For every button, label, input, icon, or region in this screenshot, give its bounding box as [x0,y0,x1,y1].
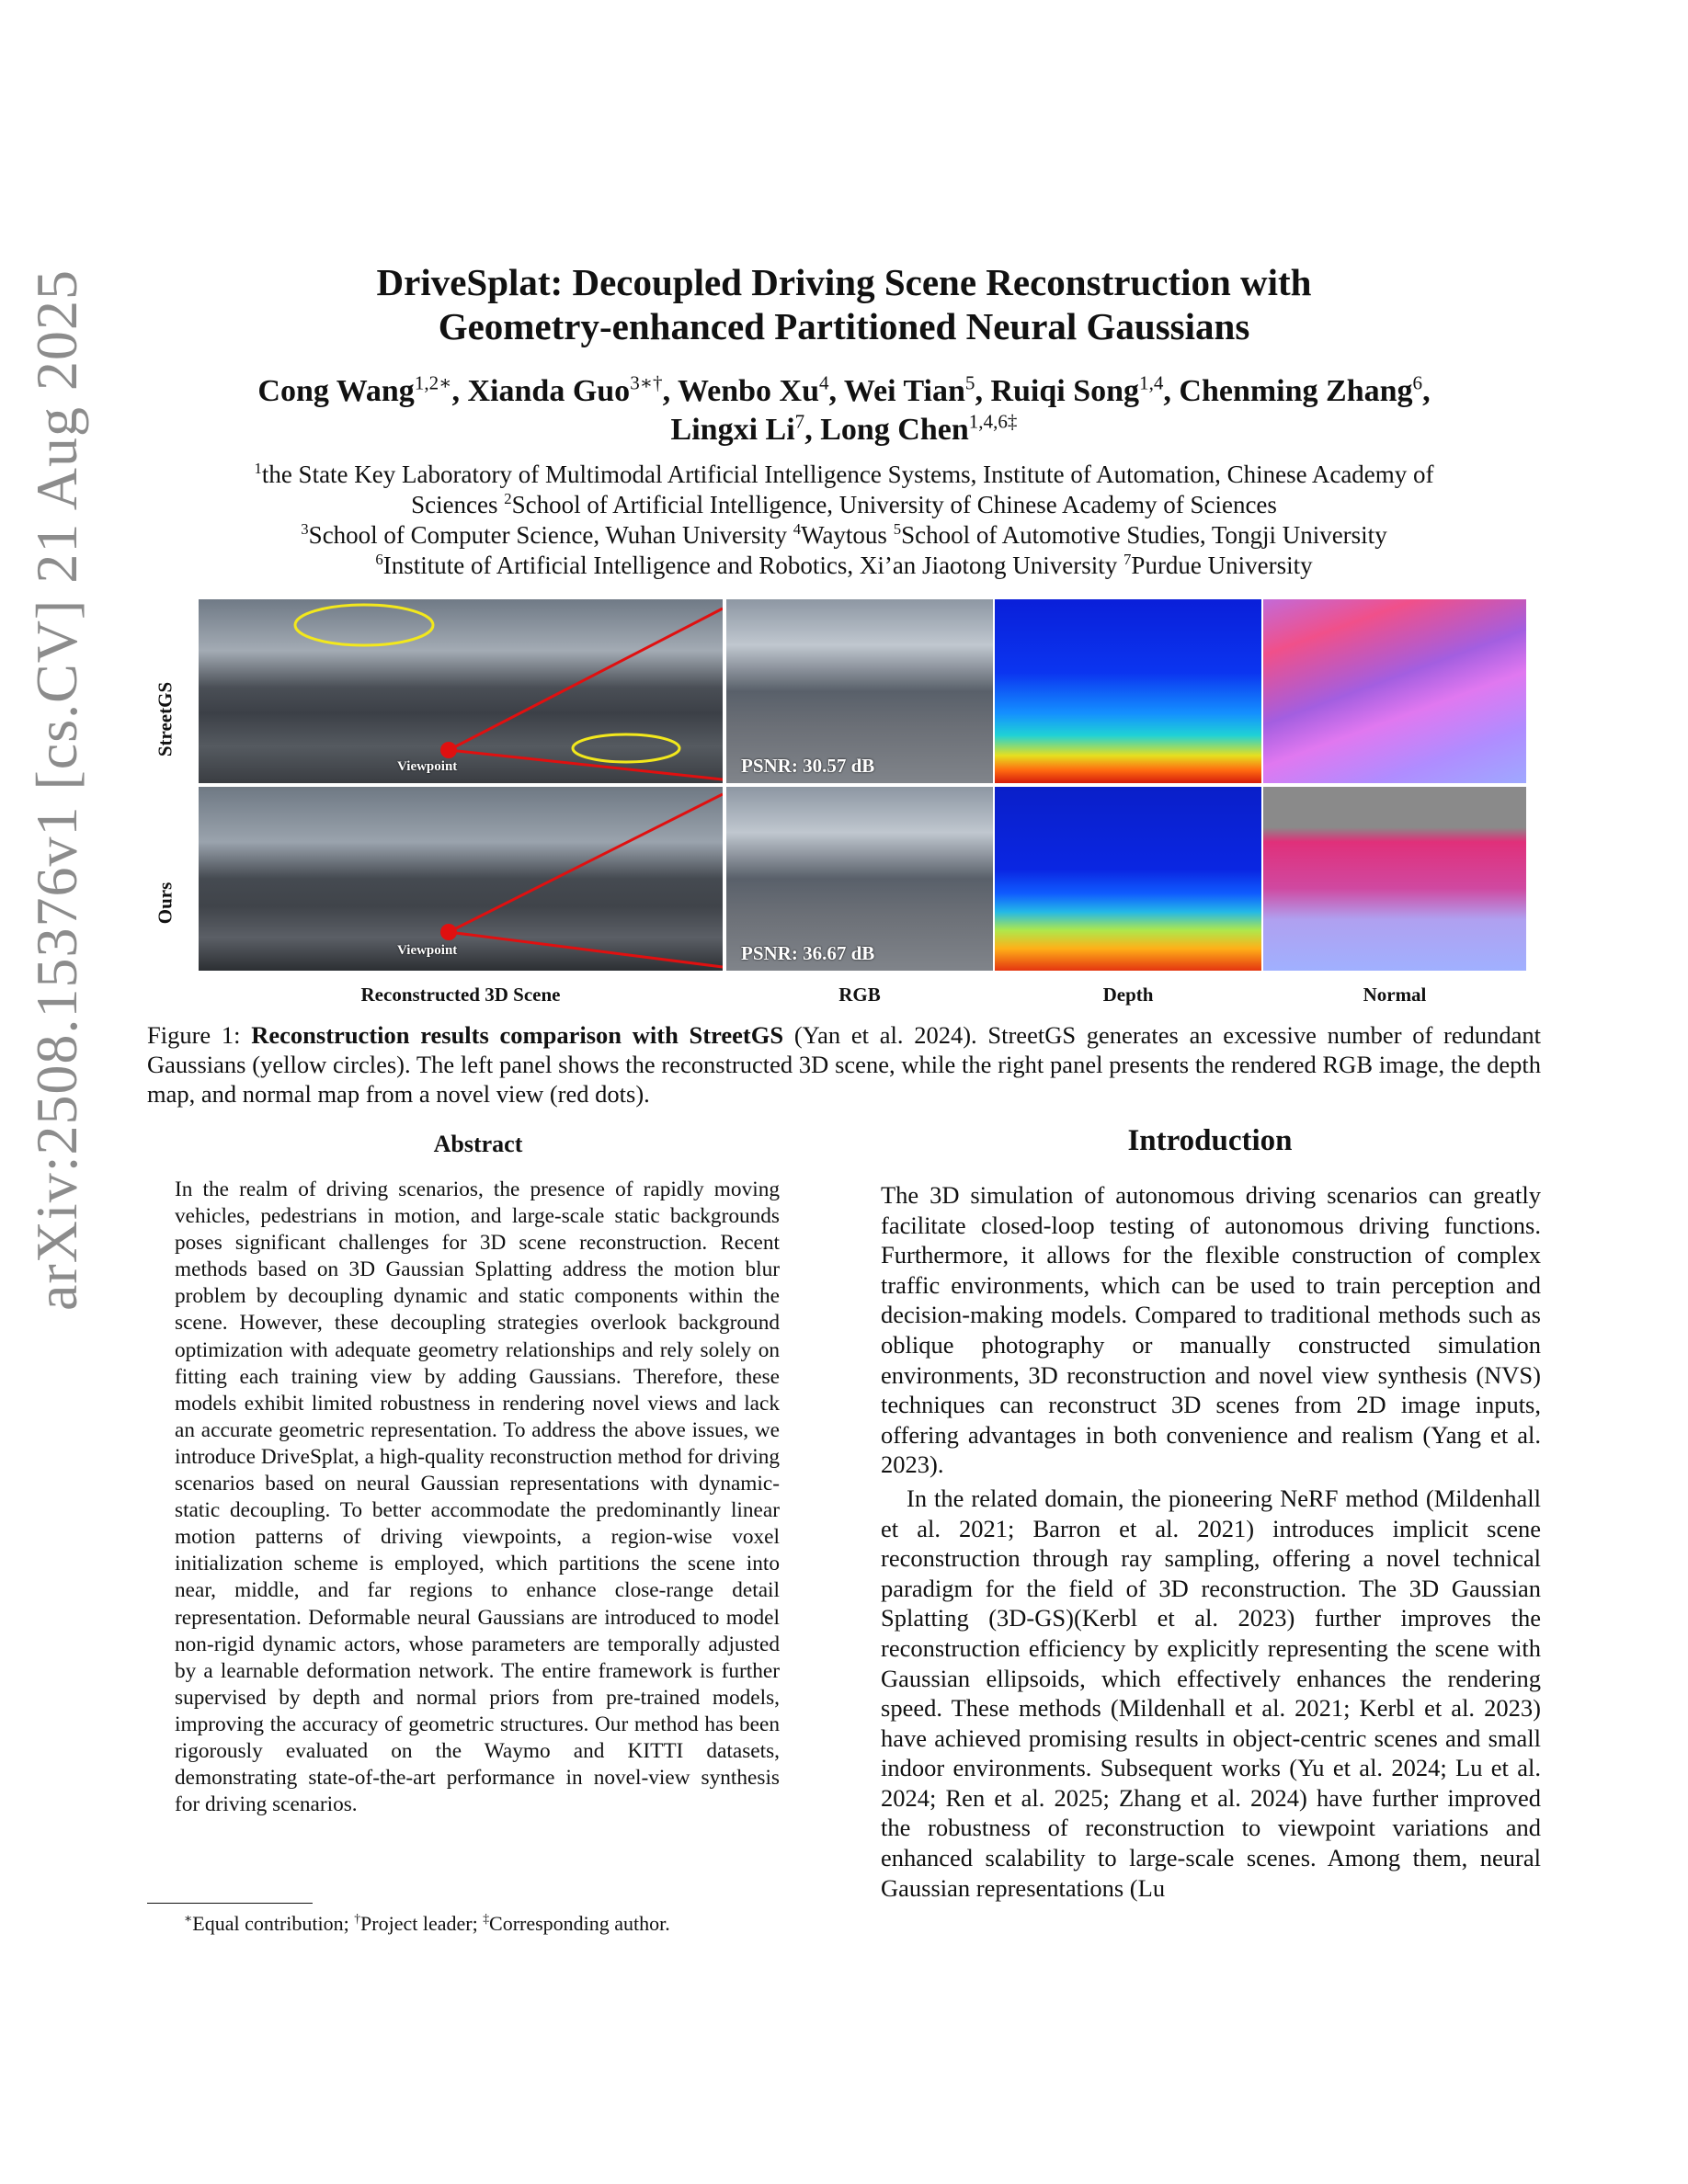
affiliation-5: School of Automotive Studies, Tongji University [901,521,1387,549]
column-label-normal: Normal [1363,984,1427,1006]
footnote-mark: ‡ [483,1911,490,1926]
view-frustum-line [449,932,723,967]
column-label-rgb: RGB [838,984,881,1006]
streetgs-3d-scene-image [199,599,723,783]
streetgs-depth-image [995,599,1261,783]
figure-1 [147,599,1526,1013]
affiliation-7: Purdue University [1131,552,1313,579]
author-affiliation-mark: 1,4 [1139,371,1164,394]
psnr-streetgs: PSNR: 30.57 dB [741,755,875,777]
footnote-text: Project leader; [360,1912,484,1935]
footnote [184,1912,781,1936]
affiliation-mark: 5 [893,520,902,538]
author-affiliation-mark: 1,4,6‡ [968,410,1018,433]
footnote-mark: ∗ [184,1911,193,1926]
paper-title [184,260,1504,348]
caption-text: (Yan et al. 2024). StreetGS generates an excessive number of redundant Gaussians (yellow circles). The left panel shows the reconstructed 3D scene, while the right panel presents the rendered RGB image, the depth map, and normal map from a novel view (red dots). [147,1021,1541,1108]
viewpoint-label: Viewpoint [397,759,458,774]
viewpoint-dot [440,924,457,940]
redundant-gaussians-circle [295,605,433,645]
streetgs-scene-overlay [199,599,723,783]
author-list: Cong Wang$^{1,2∗}$, Xianda Guo$^{3∗\dagger}$, Wenbo Xu$^4$, Wei Tian$^5$, Ruiqi Song$^{1,4}$, Chenming Zhang$^6$, Lingxi Li$^7$, Long Chen$^{1,4,6\ddagger}$ [257,371,1431,447]
intro-paragraph-1: The 3D simulation of autonomous driving scenarios can greatly facilitate closed-loop testing of autonomous driving functions. Furthermore, it allows for the flexible construction of complex traffic environments, which can be used to train perception and decision-making models. Compared to traditional methods such as oblique photography or manually constructed simulation environments, 3D reconstruction and novel view synthesis (NVS) techniques can reconstruct 3D scenes from 2D image inputs, offering advantages in both convenience and realism (Yang et al. 2023). [881,1181,1541,1479]
footnote-mark: † [354,1911,361,1926]
abstract-heading: Abstract [433,1131,523,1157]
affiliation-mark: 2 [504,490,512,507]
arxiv-identifier: arXiv:2508.15376v1 [cs.CV] 21 Aug 2025 [24,268,89,1311]
intro-paragraph-2: In the related domain, the pioneering NeRF method (Mildenhall et al. 2021; Barron et al. 2021) introduces implicit scene reconstruction through ray sampling, offering a novel technical paradigm for the field of 3D reconstruction. The 3D Gaussian Splatting (3D-GS)(Kerbl et al. 2023) further improves the reconstruction efficiency by explicitly representing the scene with Gaussian ellipsoids, which effectively enhances the rendering speed. These methods (Mildenhall et al. 2021; Kerbl et al. 2023) have achieved promising results in object-centric scenes and small indoor environments. Subsequent works (Yu et al. 2024; Lu et al. 2024; Ren et al. 2025; Zhang et al. 2024) have further improved the robustness of reconstruction to viewpoint variations and enhanced scalability to large-scale scenes. Among them, neural Gaussian representations (Lu [881,1484,1541,1902]
view-frustum-line [449,750,723,779]
abstract-text: In the realm of driving scenarios, the presence of rapidly moving vehicles, pedestrians in motion, and large-scale static backgrounds poses significant challenges for 3D scene reconstruction. Recent methods based on 3D Gaussian Splatting address the motion blur problem by decoupling dynamic and static components within the scene. However, these decoupling strategies overlook background optimization with adequate geometry relationships and rely solely on fitting each training view by adding Gaussians. Therefore, these models exhibit limited robustness in rendering novel views and lack an accurate geometric representation. To address the above issues, we introduce DriveSplat, a high-quality reconstruction method for driving scenarios based on neural Gaussian representations with dynamic-static decoupling. To better accommodate the predominantly linear motion patterns of driving viewpoints, a region-wise voxel initialization scheme is employed, which partitions the scene into near, middle, and far regions to enhance close-range detail representation. Deformable neural Gaussians are introduced to model non-rigid dynamic actors, whose parameters are temporally adjusted by a learnable deformation network. The entire framework is further supervised by depth and normal priors from pre-trained models, improving the accuracy of geometric structures. Our method has been rigorously evaluated on the Waymo and KITTI datasets, demonstrating state-of-the-art performance in novel-view synthesis for driving scenarios. [175,1177,780,1817]
ours-scene-overlay [199,787,723,971]
streetgs-normal-image [1263,599,1526,783]
caption-prefix: Figure 1: [147,1021,252,1049]
caption-bold: Reconstruction results comparison with StreetGS [251,1021,784,1049]
view-frustum-line [449,794,723,932]
figure-caption [147,1020,1541,1109]
row-label-ours: Ours [154,882,177,925]
view-frustum-line [449,609,723,750]
affiliation-mark: 7 [1123,551,1132,568]
introduction-body [881,1180,1541,1903]
title-line-2: Geometry-enhanced Partitioned Neural Gaussians [438,305,1250,347]
affiliation-mark: 6 [375,551,383,568]
viewpoint-dot [440,742,457,758]
affiliations [147,460,1541,581]
ours-rgb-image [726,787,993,971]
introduction-heading: Introduction [1127,1124,1293,1157]
author-name: Cong Wang [257,374,415,408]
affiliation-mark: 1 [254,460,262,477]
author-name: Wei Tian [843,374,965,408]
affiliation-1-cont: Sciences [411,491,498,518]
affiliation-mark: 3 [301,520,309,538]
column-label-depth: Depth [1102,984,1154,1006]
affiliation-2: School of Artificial Intelligence, University of Chinese Academy of Sciences [511,491,1277,518]
author-name: Long Chen [820,413,969,447]
streetgs-rgb-image [726,599,993,783]
author-affiliation-mark: 4 [818,371,829,394]
ours-normal-image [1263,787,1526,971]
affiliation-1: the State Key Laboratory of Multimodal Artificial Intelligence Systems, Institute of Automation, Chinese Academy of [261,461,1434,488]
author-name: Xianda Guo [467,374,631,408]
footnote-rule [147,1903,313,1904]
redundant-gaussians-circle [573,734,679,762]
affiliation-4: Waytous [801,521,887,549]
author-name: Wenbo Xu [677,374,819,408]
row-label-streetgs: StreetGS [154,681,177,757]
author-affiliation-mark: 3∗† [630,371,663,394]
author-affiliation-mark: 1,2∗ [414,371,452,394]
ours-3d-scene-image [199,787,723,971]
affiliation-3: School of Computer Science, Wuhan University [308,521,787,549]
affiliation-6: Institute of Artificial Intelligence and Robotics, Xi’an Jiaotong University [382,552,1118,579]
ours-depth-image [995,787,1261,971]
footnote-text: Equal contribution; [192,1912,355,1935]
viewpoint-label: Viewpoint [397,943,458,958]
psnr-ours: PSNR: 36.67 dB [741,942,875,964]
author-name: Ruiqi Song [990,374,1140,408]
affiliation-mark: 4 [793,520,802,538]
footnote-text: Corresponding author. [489,1912,670,1935]
column-label-scene: Reconstructed 3D Scene [360,984,561,1006]
author-affiliation-mark: 6 [1412,371,1423,394]
author-name: Lingxi Li [670,413,795,447]
author-affiliation-mark: 7 [794,410,805,433]
title-line-1: DriveSplat: Decoupled Driving Scene Reconstruction with [376,261,1312,303]
author-affiliation-mark: 5 [964,371,975,394]
author-name: Chenming Zhang [1179,374,1413,408]
